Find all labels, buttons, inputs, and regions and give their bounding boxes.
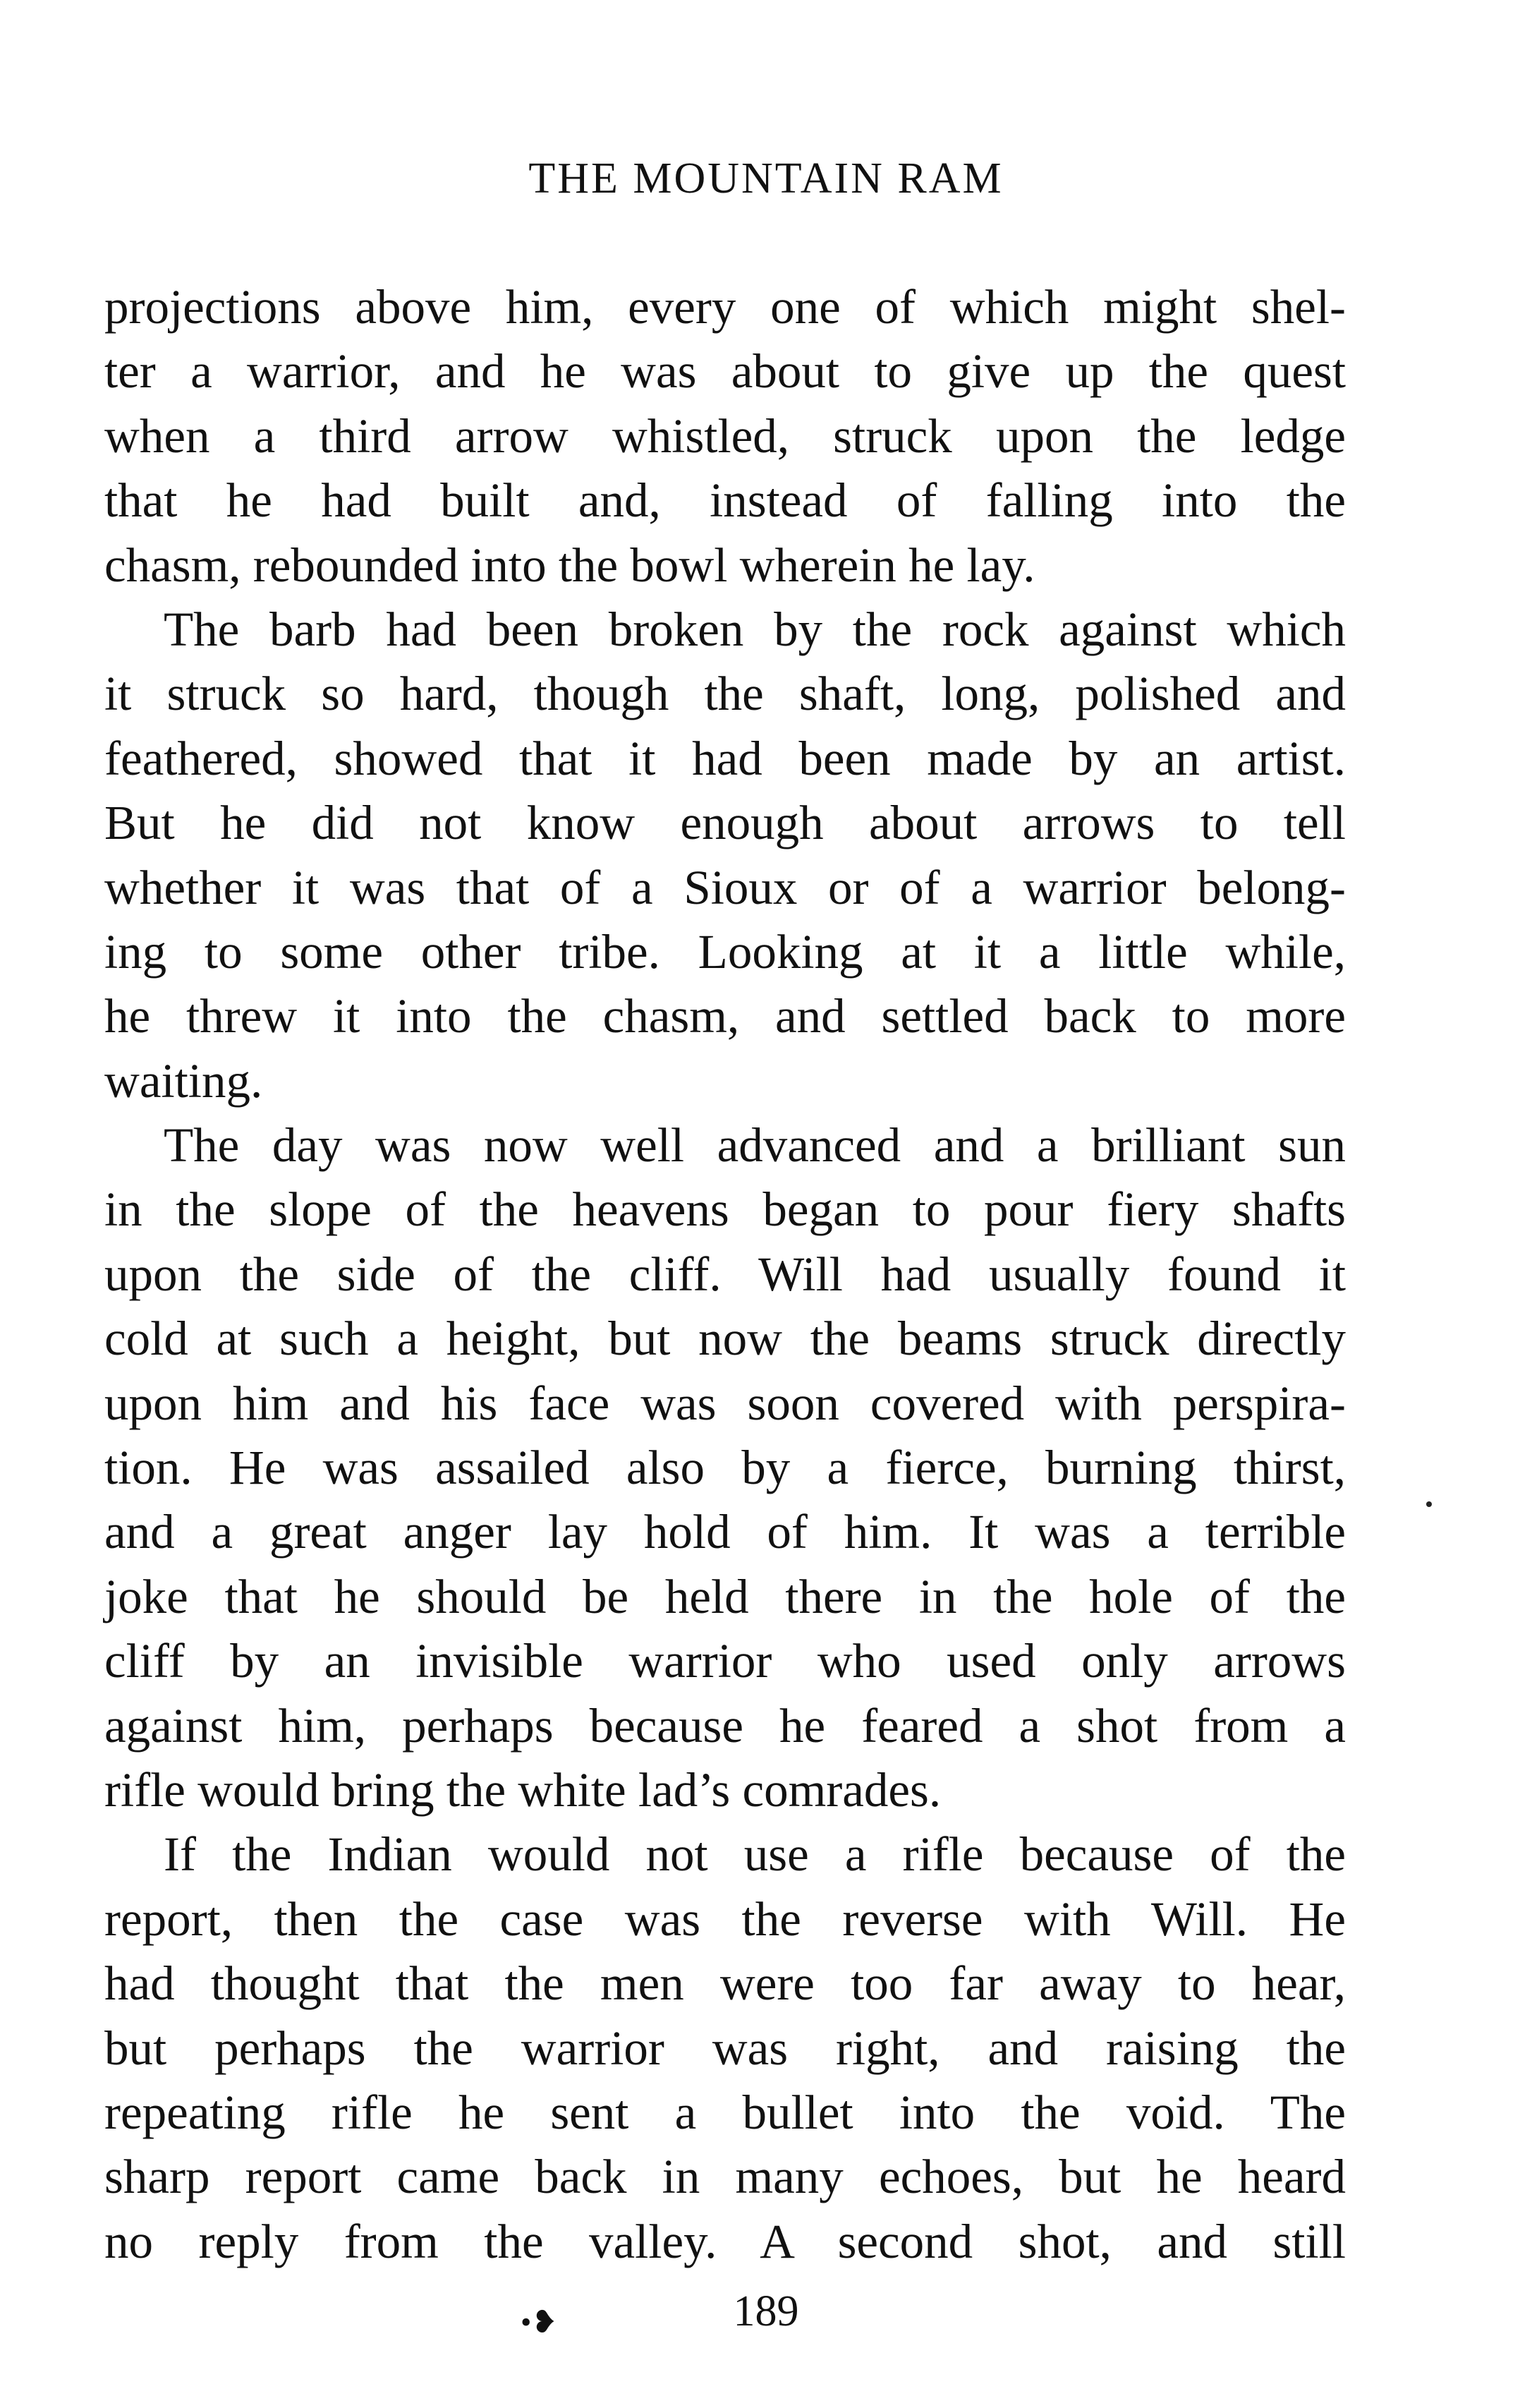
text-line: he threw it into the chasm, and settled back to more [104,989,1346,1043]
running-title: THE MOUNTAIN RAM [528,155,1004,202]
text-line: against him, perhaps because he feared a shot from a [104,1698,1346,1753]
text-line: feathered, showed that it had been made by an artist. [104,731,1346,785]
text-line: But he did not know enough about arrows to tell [104,796,1346,850]
text-line: had thought that the men were too far away to hear, [104,1956,1346,2011]
text-line: but perhaps the warrior was right, and raising the [104,2021,1346,2075]
text-line: whether it was that of a Sioux or of a warrior belong- [104,860,1346,914]
page-number: 189 [733,2287,799,2335]
text-line: sharp report came back in many echoes, but he heard [104,2150,1346,2204]
text-line: If the Indian would not use a rifle because of the [164,1827,1346,1882]
ink-speck [1426,1501,1432,1507]
text-line: projections above him, every one of which might shel- [104,280,1346,334]
text-line: ing to some other tribe. Looking at it a little while, [104,924,1346,979]
text-line: it struck so hard, though the shaft, long, polished and [104,667,1346,721]
text-line: The barb had been broken by the rock against which [164,602,1346,656]
printer-mark: •❥ [521,2305,558,2340]
text-line: upon him and his face was soon covered with perspira- [104,1376,1346,1430]
text-line: report, then the case was the reverse with Will. He [104,1892,1346,1946]
text-line: and a great anger lay hold of him. It was a terrible [104,1505,1346,1559]
text-line: cold at such a height, but now the beams struck directly [104,1312,1346,1366]
text-line: joke that he should be held there in the hole of the [104,1569,1346,1623]
text-line: cliff by an invisible warrior who used only arrows [104,1634,1346,1688]
text-line: when a third arrow whistled, struck upon the ledge [104,409,1346,463]
text-line: upon the side of the cliff. Will had usually found it [104,1247,1346,1301]
text-line: that he had built and, instead of falling into the [104,473,1346,528]
text-line: repeating rifle he sent a bullet into the void. The [104,2085,1346,2139]
text-line: tion. He was assailed also by a fierce, burning thirst, [104,1441,1346,1495]
text-line: rifle would bring the white lad’s comrades. [104,1762,942,1817]
body-text [104,275,1346,2274]
text-line: The day was now well advanced and a brilliant sun [164,1118,1346,1173]
text-line: in the slope of the heavens began to pour fiery shafts [104,1182,1346,1237]
text-line: ter a warrior, and he was about to give up the quest [104,344,1346,399]
text-line: no reply from the valley. A second shot, and still [104,2214,1346,2268]
text-line: waiting. [104,1053,263,1108]
text-line: chasm, rebounded into the bowl wherein he lay. [104,538,1035,592]
